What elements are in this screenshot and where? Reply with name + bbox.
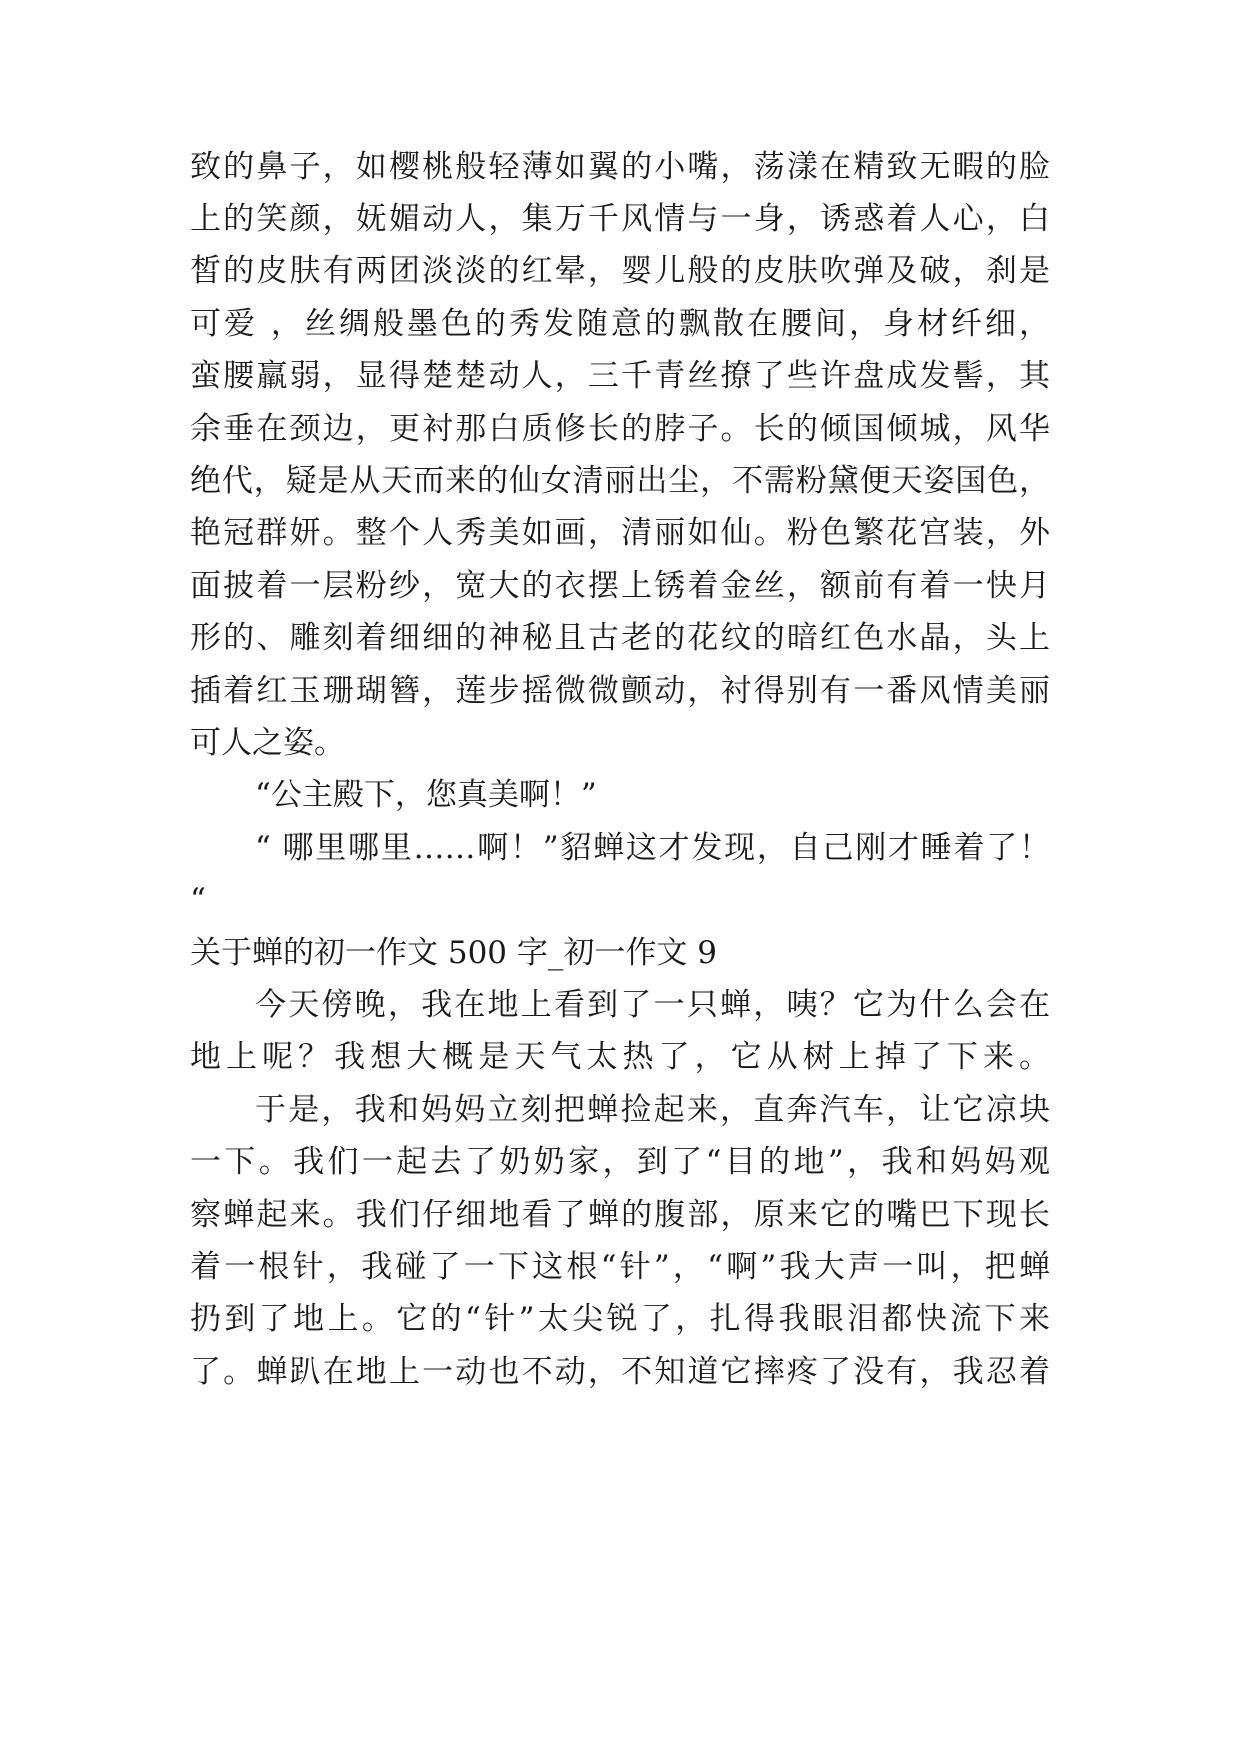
text-line: 上的笑颜，妩媚动人，集万千风情与一身，诱惑着人心，白 <box>190 201 1050 237</box>
text-line: 了。蝉趴在地上一动也不动，不知道它摔疼了没有，我忍着 <box>190 1354 1050 1390</box>
text-line: 面披着一层粉纱，宽大的衣摆上锈着金丝，额前有着一快月 <box>190 568 1050 604</box>
text-line: 今天傍晚，我在地上看到了一只蝉，咦？它为什么会在 <box>255 987 1050 1023</box>
dialogue-line: “ 哪里哪里……啊！”貂蝉这才发现，自己刚才睡着了！ <box>255 830 1050 866</box>
text-line: 察蝉起来。我们仔细地看了蝉的腹部，原来它的嘴巴下现长 <box>190 1197 1050 1233</box>
text-line: 一下。我们一起去了奶奶家，到了“目的地”，我和妈妈观 <box>190 1144 1050 1180</box>
text-line: 致的鼻子，如樱桃般轻薄如翼的小嘴，荡漾在精致无暇的脸 <box>190 149 1050 185</box>
text-line: 形的、雕刻着细细的神秘且古老的花纹的暗红色水晶，头上 <box>190 620 1050 656</box>
dialogue-line: “公主殿下，您真美啊！” <box>255 777 597 813</box>
text-line: 余垂在颈边，更衬那白质修长的脖子。长的倾国倾城，风华 <box>190 411 1050 447</box>
text-line: 可爱 ，丝绸般墨色的秀发随意的飘散在腰间，身材纤细， <box>190 306 1050 342</box>
text-line: 艳冠群妍。整个人秀美如画，清丽如仙。粉色繁花宫装，外 <box>190 515 1050 551</box>
text-line: 于是，我和妈妈立刻把蝉捡起来，直奔汽车，让它凉块 <box>255 1092 1050 1128</box>
text-line: 地上呢？我想大概是天气太热了，它从树上掉了下来。 <box>190 1039 1050 1075</box>
dialogue-tail: “ <box>190 882 206 918</box>
section-heading: 关于蝉的初一作文 500 字_初一作文 9 <box>190 935 717 971</box>
text-line: 扔到了地上。它的“针”太尖锐了，扎得我眼泪都快流下来 <box>190 1301 1050 1337</box>
text-line: 可人之姿。 <box>190 725 345 761</box>
text-line: 蛮腰羸弱，显得楚楚动人，三千青丝撩了些许盘成发髻，其 <box>190 358 1050 394</box>
text-line: 绝代，疑是从天而来的仙女清丽出尘，不需粉黛便天姿国色， <box>190 463 1050 499</box>
text-line: 插着红玉珊瑚簪，莲步摇微微颤动，衬得别有一番风情美丽 <box>190 673 1050 709</box>
text-line: 着一根针，我碰了一下这根“针”，“啊”我大声一叫，把蝉 <box>190 1249 1050 1285</box>
text-line: 皙的皮肤有两团淡淡的红晕，婴儿般的皮肤吹弹及破，刹是 <box>190 253 1050 289</box>
